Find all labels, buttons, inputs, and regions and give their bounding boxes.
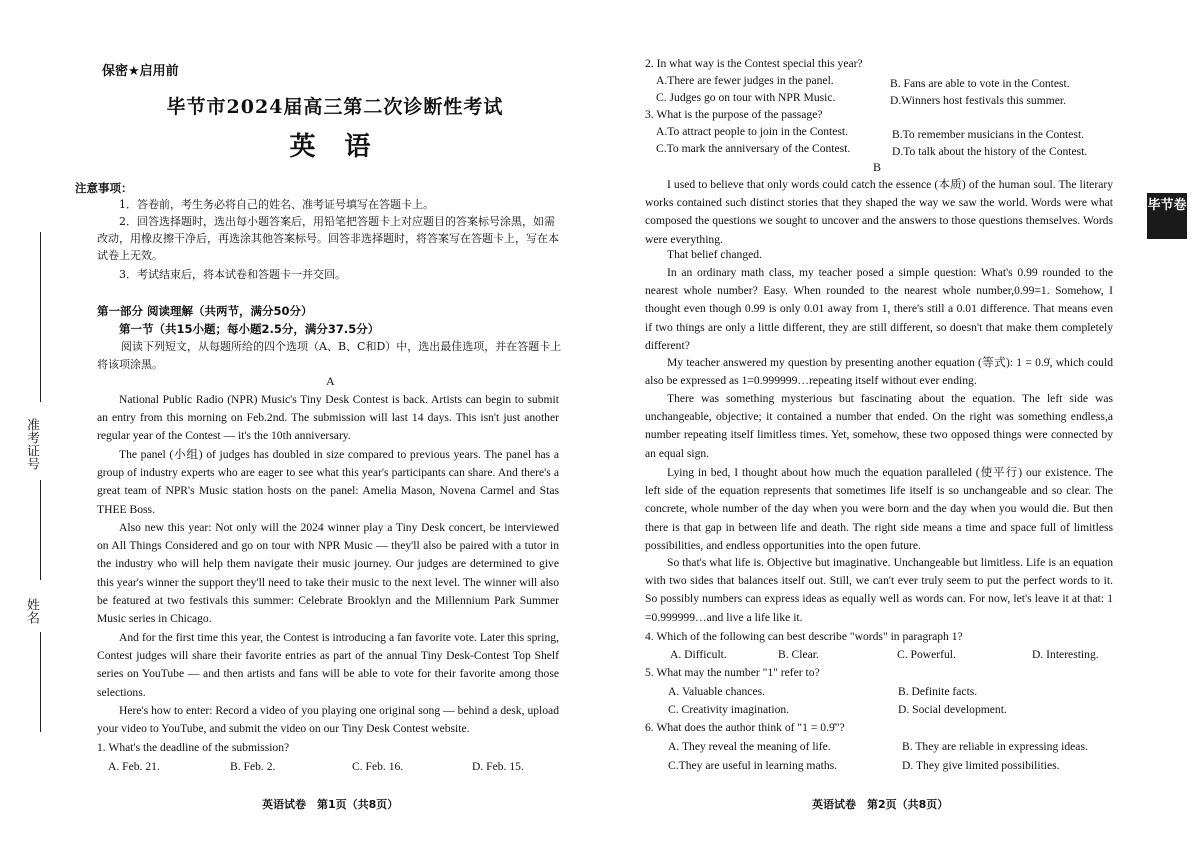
passage-paragraph: My teacher answered my question by presenting another equation (等式): 1 = 0.9̇, which could also be expressed as 1=0.999999…repeating itself without ever ending. (645, 356, 1113, 388)
answer-option: C. Feb. 16. (352, 760, 404, 773)
binding-line (40, 632, 41, 732)
passage-label: B (873, 160, 882, 174)
answer-option: D.To talk about the history of the Contest. (892, 145, 1088, 158)
answer-option: A. Difficult. (670, 648, 727, 661)
question-stem: 5. What may the number "1" refer to? (645, 666, 820, 679)
exam-number-label: 准考证号 (24, 418, 39, 470)
exam-title: 毕节市2024届高三第二次诊断性考试 (166, 96, 504, 118)
answer-option: C. Judges go on tour with NPR Music. (656, 91, 836, 104)
passage-label: A (326, 374, 335, 388)
region-tab: 毕节卷 (1147, 193, 1187, 239)
question-stem: 1. What's the deadline of the submission? (97, 741, 290, 754)
notice-item: 3．考试结束后，将本试卷和答题卡一并交回。 (119, 268, 346, 281)
page-footer: 英语试卷 第1页（共8页） (262, 798, 399, 811)
passage-paragraph: Also new this year: Not only will the 2024 winner play a Tiny Desk concert, be interviewed on All Things Considered and go on tour with NPR Music — they'll also be paired with a tutor in the industry who will help them navigate their music journey. Our judges are determined to give this year's winner the support they'll need to take their music to the next level. The winner will also be featured at two festivals this summer: Celebrate Brooklyn and the Millennium Park Summer Music series in Chicago. (97, 521, 559, 626)
answer-option: B. Fans are able to vote in the Contest. (890, 77, 1070, 90)
page-footer: 英语试卷 第2页（共8页） (812, 798, 949, 811)
answer-option: C. Creativity imagination. (668, 703, 790, 716)
notice-heading: 注意事项： (75, 181, 133, 195)
answer-option: B. Clear. (778, 648, 819, 661)
answer-option: B. Definite facts. (898, 685, 978, 698)
question-stem: 4. Which of the following can best describe "words" in paragraph 1? (645, 630, 963, 643)
answer-option: A.To attract people to join in the Contest. (656, 125, 849, 138)
passage-paragraph: Here's how to enter: Record a video of you playing one original song — behind a desk, upload your video to YouTube, and submit the video on our Tiny Desk Contest website. (97, 704, 559, 736)
passage-paragraph: So that's what life is. Objective but imaginative. Unchangeable but limitless. Life is an equation with two sides that balances itself out. Still, we can't ever truly seem to put the perfect words to it. So possibly numbers can express ideas as equally well as words can. For now, let's leave it at that: 1 =0.999999…and live a life like it. (645, 556, 1113, 624)
answer-option: B. Feb. 2. (230, 760, 276, 773)
answer-option: A. Feb. 21. (108, 760, 160, 773)
subject-title: 英 语 (289, 132, 381, 162)
question-stem: 3. What is the purpose of the passage? (645, 108, 823, 121)
binding-line (40, 232, 41, 402)
answer-option: C. Powerful. (897, 648, 956, 661)
answer-option: A. They reveal the meaning of life. (668, 740, 831, 753)
answer-option: B.To remember musicians in the Contest. (892, 128, 1085, 141)
name-label: 姓名 (24, 598, 39, 624)
passage-paragraph: The panel (小组) of judges has doubled in size compared to previous years. The panel has a group of industry experts who are eager to see what this year's participants can share. And there's a great team of NPR's Music station hosts on the panel: Amelia Mason, Novena Carmel and Stas THEE Boss. (97, 448, 559, 516)
notice-item: 1．答卷前，考生务必将自己的姓名、准考证号填写在答题卡上。 (119, 198, 434, 211)
answer-option: D. Feb. 15. (472, 760, 524, 773)
binding-line (40, 480, 41, 580)
answer-option: D. They give limited possibilities. (902, 759, 1060, 772)
confidential-mark: 保密★启用前 (102, 64, 179, 79)
passage-paragraph: That belief changed. (667, 248, 762, 261)
passage-paragraph: And for the first time this year, the Contest is introducing a fan favorite vote. Later this spring, Contest judges will share their favorite entries as part of the annual Tiny Desk-Contest Top Shelf series on YouTube — and then artists and fans will be able to vote for their favorite among those selections. (97, 631, 559, 699)
notice-item: 2．回答选择题时，选出每小题答案后，用铅笔把答题卡上对应题目的答案标号涂黑，如需改动，用橡皮擦干净后，再选涂其他答案标号。回答非选择题时，将答案写在答题卡上，写在本试卷上无效。 (97, 215, 559, 262)
question-stem: 6. What does the author think of "1 = 0.9̇"? (645, 721, 845, 734)
passage-paragraph: I used to believe that only words could catch the essence (本质) of the human soul. The literary works contained such distinct stories that they shaped the way we saw the world. Words were what composed the questions we sought to uncover and the answers to those questions themselves. Words were everything. (645, 178, 1113, 246)
passage-paragraph: There was something mysterious but fascinating about the equation. The left side was unchangeable, objective; it contained a number that ended. On the right was something endless,a number repeating itself limitless times. Yet, somehow, these two opposed things were connected by an equal sign. (645, 392, 1113, 460)
answer-option: D. Social development. (898, 703, 1007, 716)
section-heading: 第一节（共15小题；每小题2.5分，满分37.5分） (119, 322, 380, 336)
answer-option: A. Valuable chances. (668, 685, 766, 698)
instruction-text: 阅读下列短文，从每题所给的四个选项（A、B、C和D）中，选出最佳选项，并在答题卡上将该项涂黑。 (97, 340, 562, 371)
answer-option: C.To mark the anniversary of the Contest. (656, 142, 851, 155)
right-page (600, 0, 1200, 849)
passage-paragraph: Lying in bed, I thought about how much the equation paralleled (使平行) our existence. The left side of the equation represents that sometimes life itself is so unchangeable and so clear. The concrete, whole number of the day when you were born and the day when you would die. But then there is that gap in between life and death. The right side means a time and space full of limitless possibilities, and endless opportunities into the open future. (645, 466, 1113, 552)
answer-option: D. Interesting. (1032, 648, 1099, 661)
question-stem: 2. In what way is the Contest special this year? (645, 57, 863, 70)
answer-option: C.They are useful in learning maths. (668, 759, 838, 772)
answer-option: B. They are reliable in expressing ideas. (902, 740, 1088, 753)
passage-paragraph: National Public Radio (NPR) Music's Tiny Desk Contest is back. Artists can begin to submit an entry from this morning on Feb.2nd. The submission will last 14 days. This isn't just another regular year of the Contest — it's the 10th anniversary. (97, 393, 559, 443)
answer-option: D.Winners host festivals this summer. (890, 94, 1067, 107)
answer-option: A.There are fewer judges in the panel. (656, 74, 834, 87)
part-heading: 第一部分 阅读理解（共两节，满分50分） (97, 304, 313, 318)
passage-paragraph: In an ordinary math class, my teacher posed a simple question: What's 0.99 rounded to the nearest whole number? Easy. When rounded to the nearest whole number,0.99=1. Somehow, I thought even though 0.99 is only 0.01 away from 1, there's still a 0.01 difference. That means even if two things are only a little different, they are still different, so doesn't that make them completely different? (645, 266, 1113, 352)
